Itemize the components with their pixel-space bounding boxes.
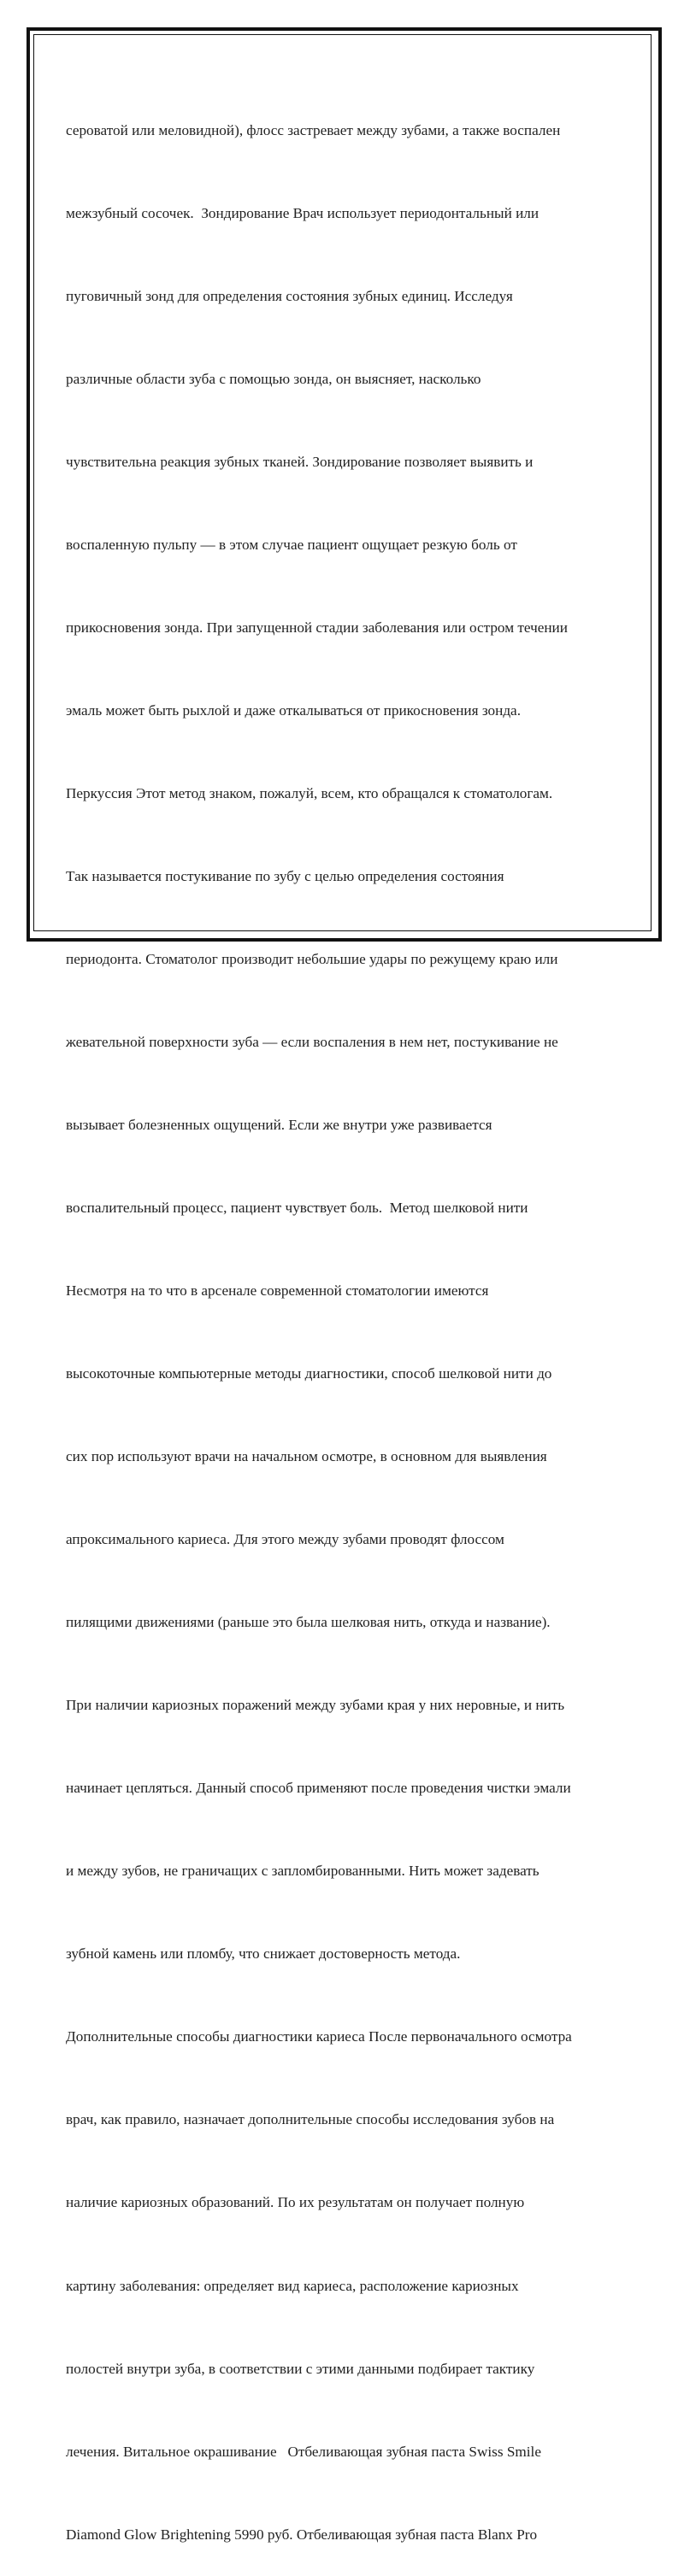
text-line-7: прикосновения зонда. При запущенной стадии заболевания или остром течении bbox=[66, 619, 568, 636]
text-line-22: и между зубов, не граничащих с запломбированными. Нить может задевать bbox=[66, 1863, 540, 1880]
text-line-30: Diamond Glow Brightening 5990 руб. Отбеливающая зубная паста Blanx Pro bbox=[66, 2526, 538, 2543]
text-line-11: периодонта. Стоматолог производит небольшие удары по режущему краю или bbox=[66, 951, 558, 967]
text-line-4: различные области зуба с помощью зонда, он выясняет, насколько bbox=[66, 370, 481, 387]
text-line-18: апроксимального кариеса. Для этого между зубами проводят флоссом bbox=[66, 1531, 504, 1548]
text-line-27: картину заболевания: определяет вид кариеса, расположение кариозных bbox=[66, 2277, 519, 2294]
text-line-9: Перкуссия Этот метод знаком, пожалуй, всем, кто обращался к стоматологам. bbox=[66, 784, 553, 801]
text-line-3: пуговичный зонд для определения состояния зубных единиц. Исследуя bbox=[66, 287, 513, 304]
document-body bbox=[66, 62, 630, 2576]
text-line-25: врач, как правило, назначает дополнительные способы исследования зубов на bbox=[66, 2111, 555, 2128]
text-line-17: сих пор используют врачи на начальном осмотре, в основном для выявления bbox=[66, 1448, 547, 1465]
text-line-26: наличие кариозных образований. По их результатам он получает полную bbox=[66, 2194, 525, 2211]
text-line-14: воспалительный процесс, пациент чувствует боль. Метод шелковой нити bbox=[66, 1200, 528, 1217]
text-line-24: Дополнительные способы диагностики кариеса После первоначального осмотра bbox=[66, 2028, 572, 2045]
text-line-5: чувствительна реакция зубных тканей. Зондирование позволяет выявить и bbox=[66, 453, 534, 470]
text-line-1: сероватой или меловидной), флосс застревает между зубами, а также воспален bbox=[66, 121, 561, 138]
text-line-20: При наличии кариозных поражений между зубами края у них неровные, и нить bbox=[66, 1697, 565, 1714]
text-line-12: жевательной поверхности зуба — если воспаления в нем нет, постукивание не bbox=[66, 1034, 558, 1051]
text-line-2: межзубный сосочек. Зондирование Врач использует периодонтальный или bbox=[66, 204, 540, 221]
text-line-29: лечения. Витальное окрашивание Отбеливающая зубная паста Swiss Smile bbox=[66, 2443, 541, 2460]
text-line-13: вызывает болезненных ощущений. Если же внутри уже развивается bbox=[66, 1117, 492, 1134]
text-line-15: Несмотря на то что в арсенале современной стоматологии имеются bbox=[66, 1282, 489, 1300]
text-line-6: воспаленную пульпу — в этом случае пациент ощущает резкую боль от bbox=[66, 536, 517, 553]
text-line-21: начинает цепляться. Данный способ применяют после проведения чистки эмали bbox=[66, 1780, 571, 1797]
text-line-28: полостей внутри зуба, в соответствии с этими данными подбирает тактику bbox=[66, 2360, 535, 2377]
text-line-19: пилящими движениями (раньше это была шелковая нить, откуда и название). bbox=[66, 1614, 551, 1631]
text-line-16: высокоточные компьютерные методы диагностики, способ шелковой нити до bbox=[66, 1365, 552, 1382]
text-line-10: Так называется постукивание по зубу с целью определения состояния bbox=[66, 867, 504, 884]
text-line-8: эмаль может быть рыхлой и даже откалываться от прикосновения зонда. bbox=[66, 701, 521, 719]
text-line-23: зубной камень или пломбу, что снижает достоверность метода. bbox=[66, 1945, 461, 1963]
